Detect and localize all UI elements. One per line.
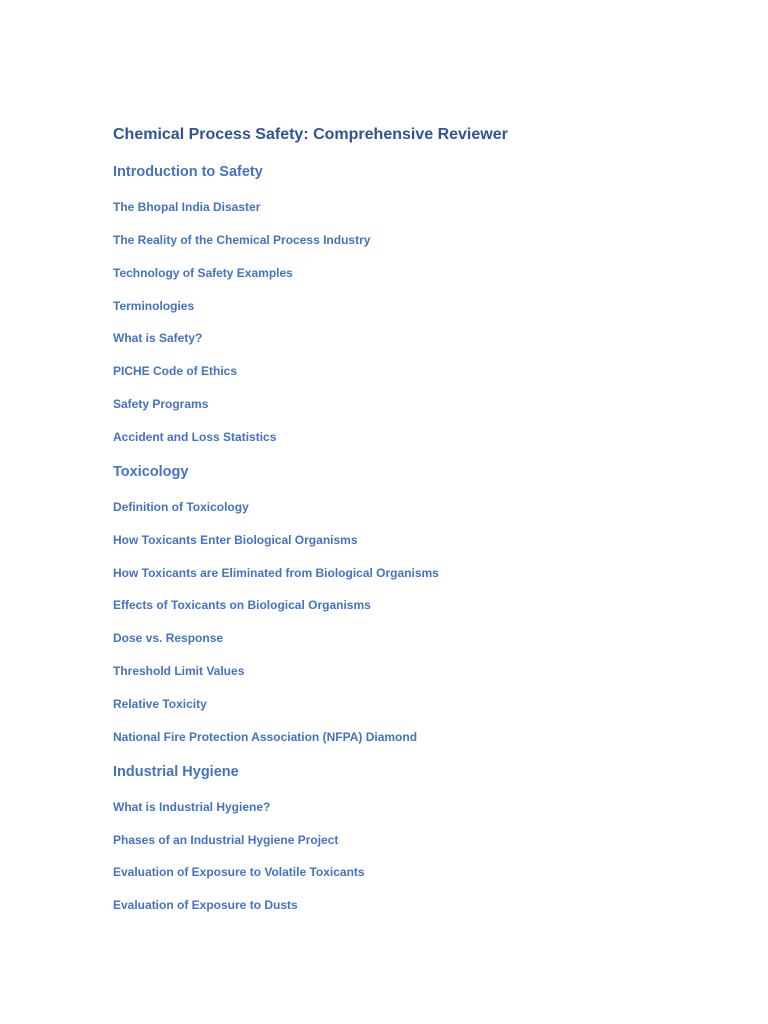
toc-entry[interactable]: Threshold Limit Values	[113, 664, 245, 678]
toc-entry[interactable]: Accident and Loss Statistics	[113, 430, 277, 444]
section-heading-toxicology[interactable]: Toxicology	[113, 464, 189, 480]
section-heading-introduction-to-safety[interactable]: Introduction to Safety	[113, 164, 263, 180]
toc-entry[interactable]: Effects of Toxicants on Biological Organisms	[113, 598, 371, 612]
toc-entry[interactable]: Technology of Safety Examples	[113, 266, 293, 280]
toc-entry[interactable]: Phases of an Industrial Hygiene Project	[113, 833, 339, 847]
toc-entry[interactable]: Evaluation of Exposure to Volatile Toxicants	[113, 865, 365, 879]
toc-entry[interactable]: Evaluation of Exposure to Dusts	[113, 898, 298, 912]
toc-entry[interactable]: Safety Programs	[113, 397, 209, 411]
toc-entry[interactable]: How Toxicants Enter Biological Organisms	[113, 533, 358, 547]
toc-entry[interactable]: What is Industrial Hygiene?	[113, 800, 271, 814]
toc-entry[interactable]: How Toxicants are Eliminated from Biological Organisms	[113, 566, 439, 580]
document-title: Chemical Process Safety: Comprehensive Reviewer	[113, 126, 508, 143]
toc-entry[interactable]: Terminologies	[113, 299, 195, 313]
toc-entry[interactable]: The Bhopal India Disaster	[113, 200, 261, 214]
toc-entry[interactable]: Definition of Toxicology	[113, 500, 249, 514]
toc-entry[interactable]: National Fire Protection Association (NFPA) Diamond	[113, 730, 418, 744]
toc-entry[interactable]: Relative Toxicity	[113, 697, 207, 711]
toc-entry[interactable]: The Reality of the Chemical Process Industry	[113, 233, 371, 247]
toc-entry[interactable]: What is Safety?	[113, 331, 203, 345]
section-heading-industrial-hygiene[interactable]: Industrial Hygiene	[113, 764, 239, 780]
toc-entry[interactable]: Dose vs. Response	[113, 631, 224, 645]
toc-entry[interactable]: PICHE Code of Ethics	[113, 364, 238, 378]
